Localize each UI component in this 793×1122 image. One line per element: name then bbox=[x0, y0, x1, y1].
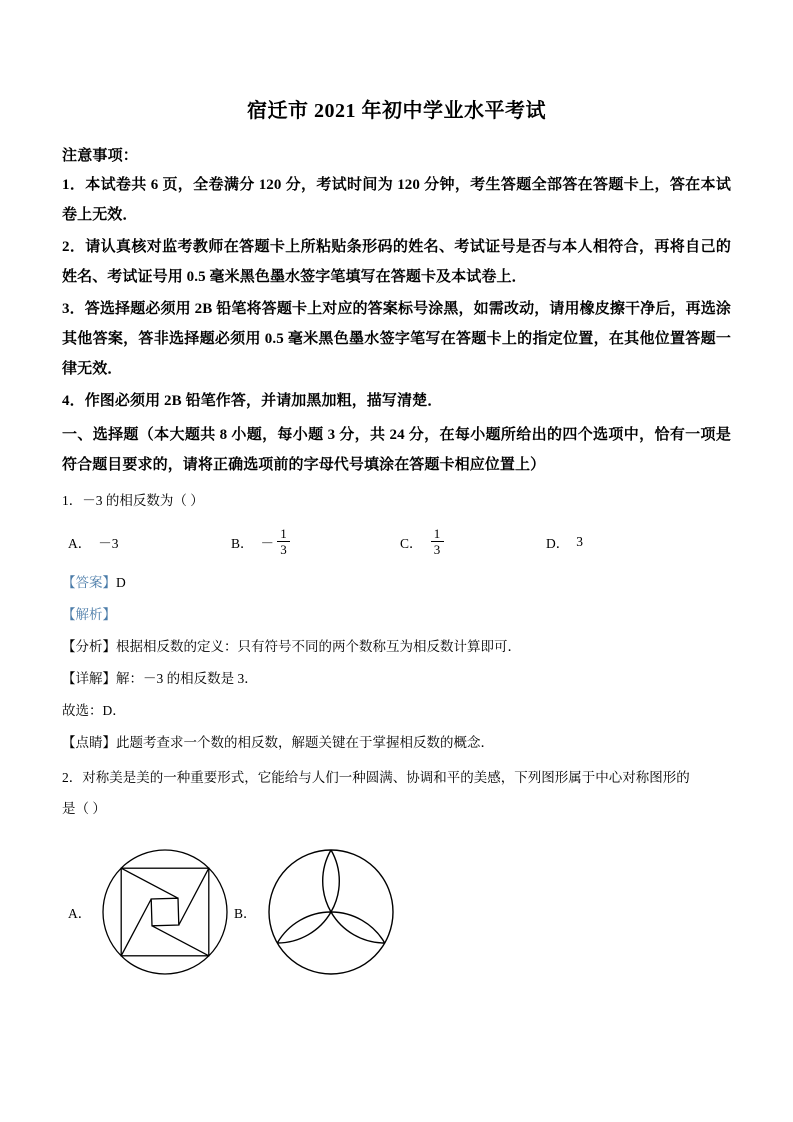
question-1-choices bbox=[62, 519, 731, 565]
answer-value: D bbox=[116, 575, 126, 590]
choice-a[interactable] bbox=[68, 519, 119, 565]
section-heading-multiple-choice: 一、选择题（本大题共 8 小题，每小题 3 分，共 24 分，在每小题所给出的四个选项中，恰有一项是符合题目要求的，请将正确选项前的字母代号填涂在答题卡相应位置上） bbox=[62, 427, 731, 473]
question-2-figures bbox=[62, 837, 731, 987]
circle-inscribed-square-pinwheel-icon bbox=[95, 842, 235, 982]
question-1-analysis-tag bbox=[62, 600, 731, 629]
choice-c-numerator: 1 bbox=[433, 525, 441, 541]
choice-b-label: B． bbox=[231, 536, 254, 551]
choice-d-label: D． bbox=[546, 536, 570, 551]
page-title: 宿迁市 2021 年初中学业水平考试 bbox=[247, 100, 546, 122]
choice-d-value: 3 bbox=[576, 534, 583, 549]
question-1-stem: 1．－3 的相反数为（ ） bbox=[62, 493, 204, 508]
question-1-analysis: 【分析】根据相反数的定义：只有符号不同的两个数称互为相反数计算即可． bbox=[62, 639, 521, 654]
question-1-answer bbox=[62, 568, 731, 597]
circle-trefoil-three-petals-icon bbox=[261, 842, 401, 982]
question-1-detail: 【详解】解：－3 的相反数是 3． bbox=[62, 671, 258, 686]
question-1-insight: 【点睛】此题考查求一个数的相反数，解题关键在于掌握相反数的概念． bbox=[62, 735, 494, 750]
figure-choice-a[interactable] bbox=[68, 837, 235, 987]
figure-b-label: B． bbox=[234, 906, 257, 921]
notice-item-4: 4．作图必须用 2B 铅笔作答，并请加黑加粗，描写清楚． bbox=[62, 393, 443, 409]
notice-item-3: 3．答选择题必须用 2B 铅笔将答题卡上对应的答案标号涂黑，如需改动，请用橡皮擦干净后，再选涂其他答案，答非选择题必须用 0.5 毫米黑色墨水签字笔写在答题卡上的指定位置，在其他位置答题一律无效． bbox=[62, 301, 731, 377]
question-1-conclusion: 故选：D． bbox=[62, 703, 126, 718]
choice-c-label: C． bbox=[400, 536, 423, 551]
question-2-stem-line2: 是（ ） bbox=[62, 801, 106, 816]
analysis-tag: 【解析】 bbox=[62, 607, 116, 622]
choice-a-value: －3 bbox=[98, 536, 119, 551]
choice-b-numerator: 1 bbox=[280, 525, 287, 541]
choice-c-fraction bbox=[431, 527, 444, 556]
choice-a-label: A． bbox=[68, 536, 92, 551]
choice-d[interactable] bbox=[546, 519, 583, 565]
choice-b-fraction bbox=[277, 527, 290, 556]
choice-b-denominator: 3 bbox=[280, 541, 287, 557]
question-2-stem: 2．对称美是美的一种重要形式，它能给与人们一种圆满、协调和平的美感，下列图形属于中心对称图形的 bbox=[62, 770, 690, 785]
notice-item-2: 2．请认真核对监考教师在答题卡上所粘贴条形码的姓名、考试证号是否与本人相符合，再将自己的姓名、考试证号用 0.5 毫米黑色墨水签字笔填写在答题卡及本试卷上． bbox=[62, 239, 731, 285]
notice-heading: 注意事项： bbox=[62, 148, 139, 164]
notice-item-1: 1．本试卷共 6 页，全卷满分 120 分，考试时间为 120 分钟，考生答题全部答在答题卡上，答在本试卷上无效． bbox=[62, 177, 731, 223]
answer-tag: 【答案】 bbox=[62, 575, 116, 590]
choice-c[interactable] bbox=[400, 519, 445, 565]
figure-a-label: A． bbox=[68, 906, 92, 921]
choice-b-sign: － bbox=[260, 536, 275, 551]
choice-c-denominator: 3 bbox=[433, 541, 441, 557]
figure-choice-b[interactable] bbox=[234, 837, 401, 987]
choice-b[interactable] bbox=[231, 519, 291, 565]
